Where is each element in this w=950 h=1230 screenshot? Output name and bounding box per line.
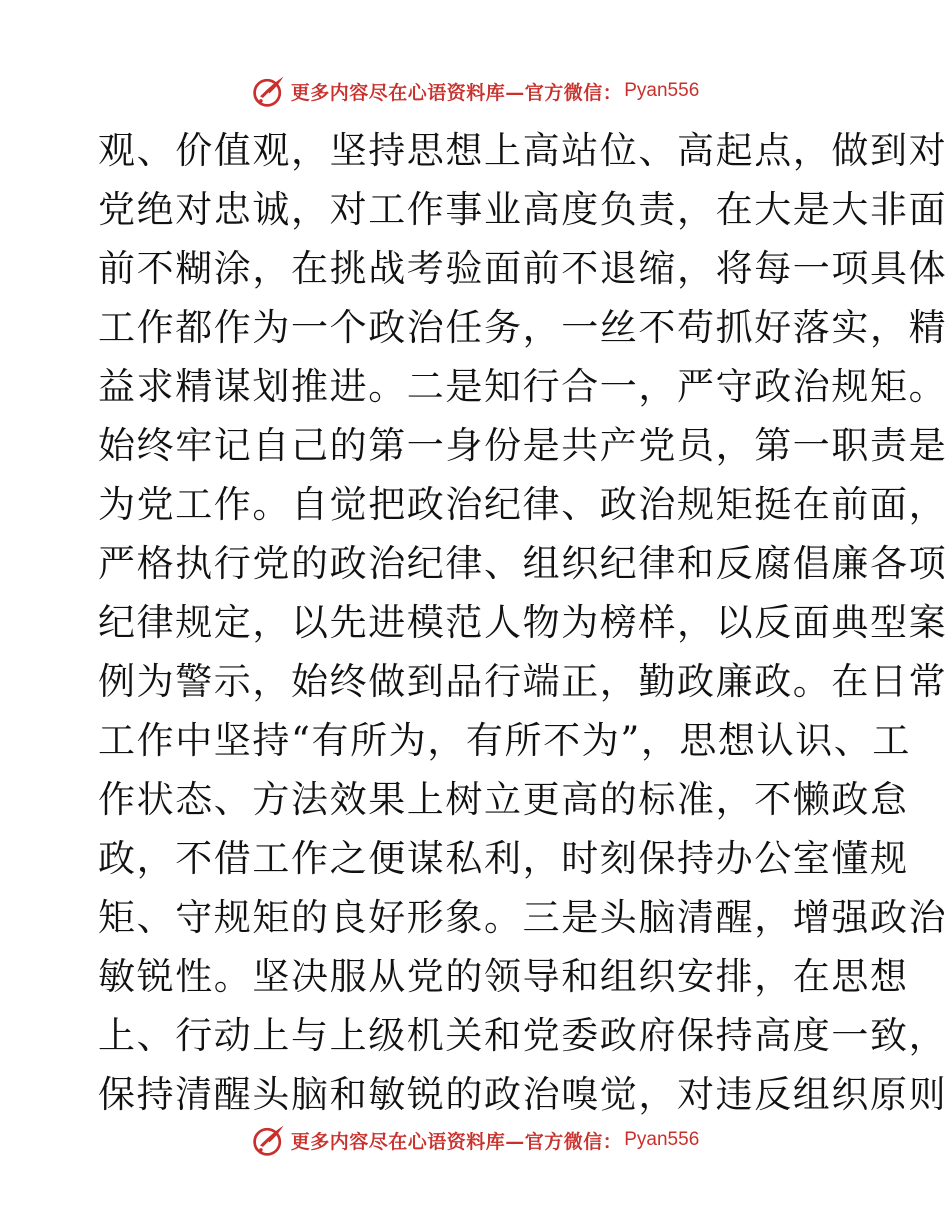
- text-line: 作状态、方法效果上树立更高的标准，不懒政怠: [98, 778, 909, 821]
- text-line: 党绝对忠诚，对工作事业高度负责，在大是大非面: [98, 188, 948, 231]
- text-line: 保持清醒头脑和敏锐的政治嗅觉，对违反组织原则: [98, 1073, 948, 1116]
- text-line: 纪律规定，以先进模范人物为榜样，以反面典型案: [98, 601, 948, 644]
- text-line: 严格执行党的政治纪律、组织纪律和反腐倡廉各项: [98, 542, 948, 585]
- quill-pen-logo-icon: [251, 1122, 287, 1158]
- text-line: 工作都作为一个政治任务，一丝不苟抓好落实，精: [98, 306, 948, 349]
- text-line: 上、行动上与上级机关和党委政府保持高度一致，: [98, 1014, 948, 1057]
- watermark-wechat-id: Pyan556: [624, 1129, 700, 1150]
- header-watermark: [0, 71, 950, 111]
- text-line: 敏锐性。坚决服从党的领导和组织安排，在思想: [98, 955, 909, 998]
- text-line: 前不糊涂，在挑战考验面前不退缩，将每一项具体: [98, 247, 948, 290]
- text-line: 例为警示，始终做到品行端正，勤政廉政。在日常: [98, 660, 948, 703]
- text-line: 始终牢记自己的第一身份是共产党员，第一职责是: [98, 424, 948, 467]
- text-line: 矩、守规矩的良好形象。三是头脑清醒，增强政治: [98, 896, 948, 939]
- text-line: 政，不借工作之便谋私利，时刻保持办公室懂规: [98, 837, 909, 880]
- text-line: 观、价值观，坚持思想上高站位、高起点，做到对: [98, 129, 948, 172]
- footer-watermark: [0, 1120, 950, 1160]
- watermark-text: 更多内容尽在心语资料库—官方微信：: [290, 81, 623, 104]
- text-line: 工作中坚持“有所为，有所不为”，思想认识、工: [98, 719, 912, 762]
- text-line: 为党工作。自觉把政治纪律、政治规矩挺在前面，: [98, 483, 948, 526]
- text-line: 益求精谋划推进。二是知行合一，严守政治规矩。: [98, 365, 948, 408]
- watermark-text: 更多内容尽在心语资料库—官方微信：: [290, 1130, 623, 1153]
- watermark-wechat-id: Pyan556: [624, 80, 700, 101]
- document-body: [98, 121, 948, 1124]
- quill-pen-logo-icon: [251, 73, 287, 109]
